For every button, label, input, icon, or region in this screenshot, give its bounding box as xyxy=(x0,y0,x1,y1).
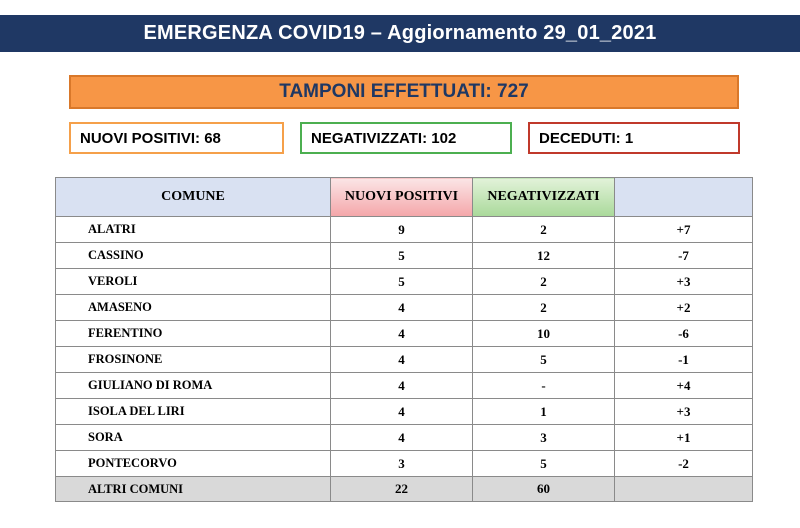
cell-positivi: 4 xyxy=(331,399,473,425)
stat-negativizzati-value: 102 xyxy=(431,129,457,147)
cell-delta: +1 xyxy=(615,425,753,451)
cell-delta: -7 xyxy=(615,243,753,269)
cell-delta: -2 xyxy=(615,451,753,477)
cell-comune: FERENTINO xyxy=(56,321,331,347)
table-row xyxy=(56,217,753,243)
comuni-table xyxy=(55,177,753,502)
table-row xyxy=(56,451,753,477)
cell-positivi: 4 xyxy=(331,321,473,347)
table-row xyxy=(56,243,753,269)
cell-delta: +3 xyxy=(615,399,753,425)
cell-delta: -1 xyxy=(615,347,753,373)
cell-comune: GIULIANO DI ROMA xyxy=(56,373,331,399)
cell-comune: ALATRI xyxy=(56,217,331,243)
table-header-row xyxy=(56,178,753,217)
stat-deceduti xyxy=(528,122,740,154)
cell-negativizzati: - xyxy=(473,373,615,399)
cell-comune: FROSINONE xyxy=(56,347,331,373)
cell-comune: SORA xyxy=(56,425,331,451)
cell-comune: AMASENO xyxy=(56,295,331,321)
header-nuovi-positivi: NUOVI POSITIVI xyxy=(331,178,473,217)
header-negativizzati: NEGATIVIZZATI xyxy=(473,178,615,217)
cell-positivi: 22 xyxy=(331,477,473,502)
stat-deceduti-label: DECEDUTI: xyxy=(539,129,621,147)
cell-negativizzati: 2 xyxy=(473,269,615,295)
cell-delta: +2 xyxy=(615,295,753,321)
cell-positivi: 5 xyxy=(331,243,473,269)
cell-positivi: 5 xyxy=(331,269,473,295)
page-title: EMERGENZA COVID19 – Aggiornamento 29_01_2021 xyxy=(143,22,657,44)
cell-negativizzati: 12 xyxy=(473,243,615,269)
cell-negativizzati: 1 xyxy=(473,399,615,425)
stat-deceduti-value: 1 xyxy=(624,129,634,147)
cell-comune: PONTECORVO xyxy=(56,451,331,477)
cell-positivi: 4 xyxy=(331,295,473,321)
header-comune: COMUNE xyxy=(56,178,331,217)
cell-delta: +3 xyxy=(615,269,753,295)
cell-delta: +4 xyxy=(615,373,753,399)
table-row xyxy=(56,295,753,321)
cell-comune: CASSINO xyxy=(56,243,331,269)
tamponi-banner xyxy=(69,75,739,109)
cell-negativizzati: 60 xyxy=(473,477,615,502)
cell-positivi: 3 xyxy=(331,451,473,477)
header-delta xyxy=(615,178,753,217)
table-row xyxy=(56,321,753,347)
stat-negativizzati-label: NEGATIVIZZATI: xyxy=(311,129,428,147)
cell-positivi: 4 xyxy=(331,347,473,373)
cell-comune: ALTRI COMUNI xyxy=(56,477,331,502)
table-row xyxy=(56,373,753,399)
cell-negativizzati: 5 xyxy=(473,451,615,477)
table-row xyxy=(56,399,753,425)
table-row xyxy=(56,269,753,295)
cell-delta: -6 xyxy=(615,321,753,347)
page-title-bar xyxy=(0,15,800,52)
stat-nuovi-positivi xyxy=(69,122,284,154)
cell-positivi: 9 xyxy=(331,217,473,243)
table-row xyxy=(56,347,753,373)
cell-negativizzati: 2 xyxy=(473,217,615,243)
stat-negativizzati xyxy=(300,122,512,154)
tamponi-label: TAMPONI EFFETTUATI: 727 xyxy=(279,81,529,102)
cell-positivi: 4 xyxy=(331,425,473,451)
table-row xyxy=(56,425,753,451)
cell-negativizzati: 5 xyxy=(473,347,615,373)
cell-delta: +7 xyxy=(615,217,753,243)
table-row-altri-comuni xyxy=(56,477,753,502)
cell-negativizzati: 10 xyxy=(473,321,615,347)
cell-positivi: 4 xyxy=(331,373,473,399)
cell-negativizzati: 3 xyxy=(473,425,615,451)
stat-nuovi-positivi-value: 68 xyxy=(204,129,221,147)
cell-comune: ISOLA DEL LIRI xyxy=(56,399,331,425)
stat-nuovi-positivi-label: NUOVI POSITIVI: xyxy=(80,129,201,147)
cell-comune: VEROLI xyxy=(56,269,331,295)
cell-delta xyxy=(615,477,753,502)
cell-negativizzati: 2 xyxy=(473,295,615,321)
